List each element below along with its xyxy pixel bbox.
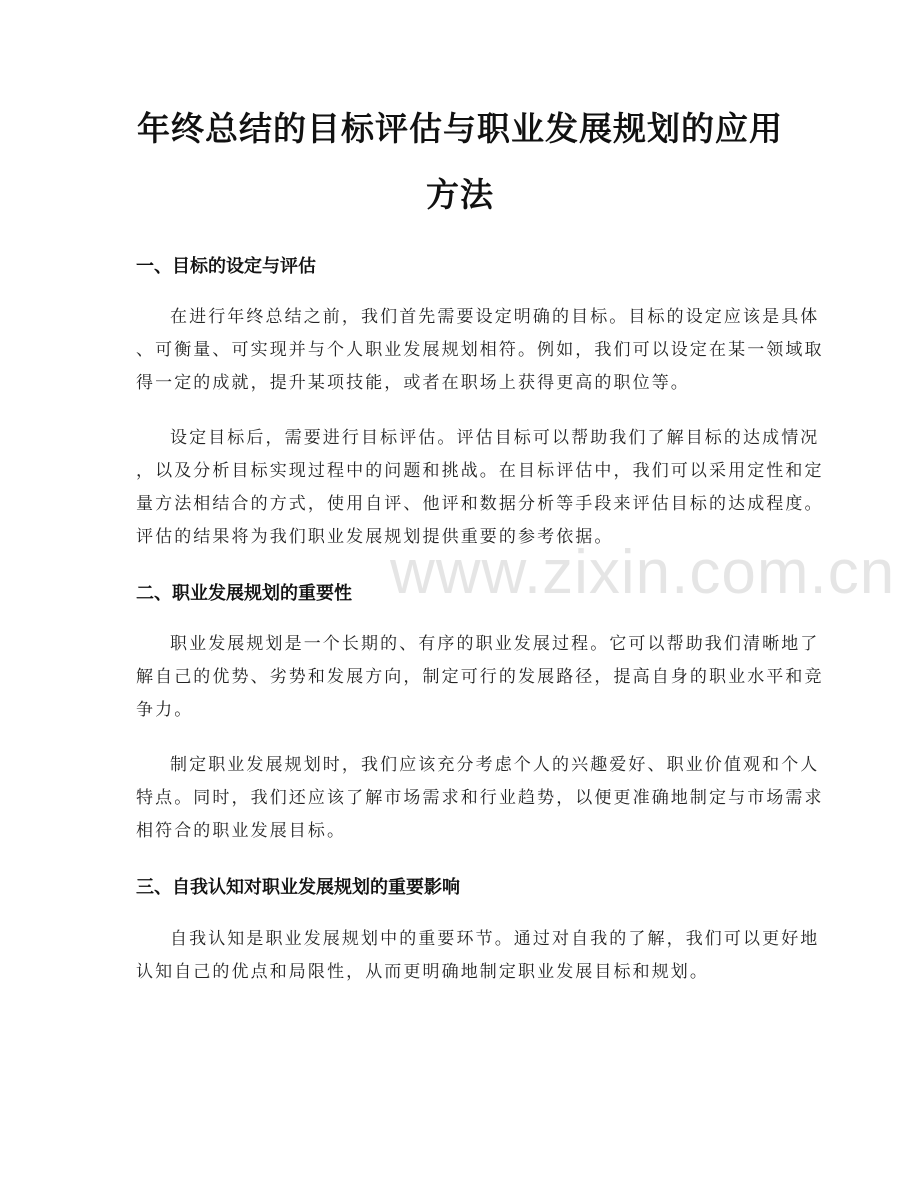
section-1-paragraph-1 (136, 301, 824, 400)
paragraph-line: 认知自己的优点和局限性，从而更明确地制定职业发展目标和规划。 (136, 962, 709, 982)
paragraph-line: 在进行年终总结之前，我们首先需要设定明确的目标。目标的设定应该是具体 (170, 307, 820, 327)
paragraph-line: 职业发展规划是一个长期的、有序的职业发展过程。它可以帮助我们清晰地了 (170, 634, 820, 654)
paragraph-line: 自我认知是职业发展规划中的重要环节。通过对自我的了解，我们可以更好地 (170, 929, 820, 949)
section-2-paragraph-2 (136, 749, 824, 848)
paragraph-line: 设定目标后，需要进行目标评估。评估目标可以帮助我们了解目标的达成情况 (170, 428, 820, 448)
section-heading-2: 二、职业发展规划的重要性 (136, 583, 352, 604)
page-title-line-2: 方法 (426, 175, 494, 214)
watermark: www.zixin.com.cn (390, 538, 896, 607)
paragraph-line: 评估的结果将为我们职业发展规划提供重要的参考依据。 (136, 527, 614, 547)
section-2-paragraph-1 (136, 628, 824, 727)
paragraph-line: 得一定的成就，提升某项技能，或者在职场上获得更高的职位等。 (136, 373, 690, 393)
section-heading-3: 三、自我认知对职业发展规划的重要影响 (136, 877, 460, 898)
paragraph-line: ，以及分析目标实现过程中的问题和挑战。在目标评估中，我们可以采用定性和定 (136, 461, 824, 481)
paragraph-line: 、可衡量、可实现并与个人职业发展规划相符。例如，我们可以设定在某一领域取 (136, 340, 824, 360)
section-1-paragraph-2 (136, 422, 824, 554)
section-heading-1: 一、目标的设定与评估 (136, 256, 316, 277)
paragraph-line: 解自己的优势、劣势和发展方向，制定可行的发展路径，提高自身的职业水平和竞 (136, 667, 824, 687)
page-title-line-1: 年终总结的目标评估与职业发展规划的应用 (137, 109, 783, 148)
paragraph-line: 争力。 (136, 700, 194, 720)
paragraph-line: 特点。同时，我们还应该了解市场需求和行业趋势，以便更准确地制定与市场需求 (136, 788, 824, 808)
paragraph-line: 制定职业发展规划时，我们应该充分考虑个人的兴趣爱好、职业价值观和个人 (170, 755, 820, 775)
paragraph-line: 量方法相结合的方式，使用自评、他评和数据分析等手段来评估目标的达成程度。 (136, 494, 824, 514)
paragraph-line: 相符合的职业发展目标。 (136, 821, 347, 841)
section-3-paragraph-1 (136, 923, 820, 989)
